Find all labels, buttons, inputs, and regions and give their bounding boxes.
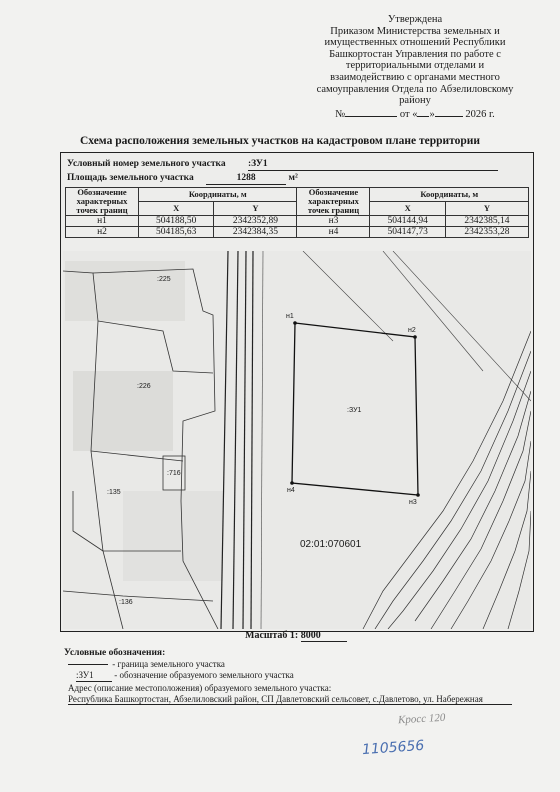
handwritten-number: 1105656 <box>361 737 425 759</box>
address-label: Адрес (описание местоположения) образуемого земельного участка: <box>68 683 332 693</box>
legend-item-text: - граница земельного участка <box>112 659 225 669</box>
parcel-label: :226 <box>137 383 151 390</box>
x-cell: 504147,73 <box>370 227 445 238</box>
point-cell: н1 <box>66 216 139 227</box>
approval-line: Башкортостан Управления по работе с <box>329 48 501 60</box>
plot-area-unit: м² <box>288 173 298 183</box>
plot-area-label: Площадь земельного участка <box>67 173 194 183</box>
legend <box>64 648 294 682</box>
y-cell: 2342385,14 <box>445 216 528 227</box>
approval-line: Приказом Министерства земельных и <box>330 25 500 37</box>
address-value: Республика Башкортостан, Абзелиловский район, СП Давлетовский сельсовет, с.Давлетово, ул. Набережная <box>68 694 512 705</box>
approval-line: самоуправления Отдела по Абзелиловскому <box>316 83 514 95</box>
point-cell: н4 <box>297 227 370 238</box>
scale-row <box>245 630 347 642</box>
legend-item-text: - обозначение образуемого земельного участка <box>114 670 294 680</box>
cadastral-map <box>63 251 531 629</box>
parcel-label: :135 <box>107 489 121 496</box>
cadastral-block-number: 02:01:070601 <box>300 539 362 550</box>
legend-item <box>64 659 294 670</box>
order-number-prefix: № <box>335 108 346 120</box>
x-cell: 504188,50 <box>139 216 214 227</box>
order-year: 2026 г. <box>465 108 495 120</box>
boundary-line-symbol <box>68 664 108 665</box>
parcel-label: :225 <box>157 276 171 283</box>
order-date-mid: » <box>429 108 435 120</box>
plot-label: :ЗУ1 <box>347 407 362 414</box>
document-title: Схема расположения земельных участков на кадастровом плане территории <box>79 135 481 147</box>
col-y-header: Y <box>214 202 297 216</box>
plot-number-row <box>67 158 498 170</box>
parcel-label: :136 <box>119 599 133 606</box>
scale-label: Масштаб 1: <box>245 630 299 641</box>
approval-line: имущественных отношений Республики <box>324 37 506 49</box>
y-cell: 2342384,35 <box>214 227 297 238</box>
point-label: н2 <box>408 327 416 334</box>
approval-line: взаимодействию с органами местного <box>330 71 500 83</box>
approval-block <box>290 14 540 120</box>
point-label: н3 <box>409 499 417 506</box>
col-y-header: Y <box>445 202 528 216</box>
stamp-text: Кросс 120 <box>397 711 446 727</box>
approval-line: району <box>399 95 431 107</box>
legend-item-code: :ЗУ1 <box>76 670 112 682</box>
point-cell: н3 <box>297 216 370 227</box>
approval-line: территориальными отделами и <box>345 60 485 72</box>
plot-number-label: Условный номер земельного участка <box>67 159 226 169</box>
col-point-header: Обозначение характерных точек границ <box>297 188 370 216</box>
col-coords-header: Координаты, м <box>139 188 297 202</box>
col-x-header: X <box>370 202 445 216</box>
parcel-label: :716 <box>167 470 181 477</box>
point-label: н4 <box>287 487 295 494</box>
plot-area-value: 1288 <box>206 172 286 185</box>
col-coords-header: Координаты, м <box>370 188 529 202</box>
legend-item <box>64 670 294 682</box>
point-label: н1 <box>286 313 294 320</box>
plot-number-value: :ЗУ1 <box>248 158 498 171</box>
scheme-frame <box>60 152 534 632</box>
col-x-header: X <box>139 202 214 216</box>
x-cell: 504185,63 <box>139 227 214 238</box>
col-point-header: Обозначение характерных точек границ <box>66 188 139 216</box>
map-drawing <box>63 251 531 629</box>
y-cell: 2342352,89 <box>214 216 297 227</box>
order-number-row <box>290 107 540 121</box>
y-cell: 2342353,28 <box>445 227 528 238</box>
plot-area-row <box>67 172 298 184</box>
x-cell: 504144,94 <box>370 216 445 227</box>
approval-line: Утверждена <box>387 14 443 25</box>
table-row <box>66 227 529 238</box>
table-row <box>66 216 529 227</box>
point-cell: н2 <box>66 227 139 238</box>
scale-value: 8000 <box>301 630 347 642</box>
legend-header: Условные обозначения: <box>64 648 166 658</box>
order-date-prefix: от « <box>399 108 418 120</box>
coordinates-table <box>65 187 529 238</box>
